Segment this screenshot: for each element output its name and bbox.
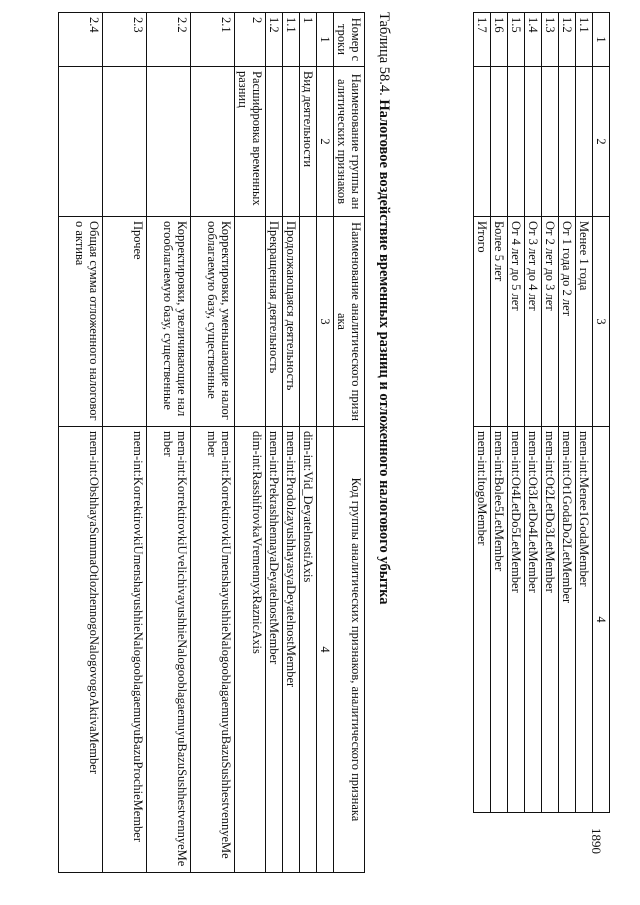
table-row xyxy=(474,13,491,813)
attribute-name: От 3 лет до 4 лет xyxy=(525,217,542,427)
attribute-code: mem-int:ItogoMember xyxy=(474,427,491,813)
table-row xyxy=(576,13,593,813)
attribute-name: Итого xyxy=(474,217,491,427)
column-number: 1 xyxy=(317,13,334,67)
attribute-code: mem-int:KorrektirovkiUvelichivayushhieNalogooblagaemuyuBazuSushhestvennyeMember xyxy=(147,427,191,873)
row-number: 2.2 xyxy=(147,13,191,67)
row-number: 2.3 xyxy=(103,13,147,67)
attribute-code: mem-int:ProdolzayushhayasyaDeyatelnostMember xyxy=(283,427,300,873)
attribute-code: mem-int:ObshhayaSummaOtlozhennogoNalogovogoAktivaMember xyxy=(59,427,103,873)
header-attribute-name: Наименование аналитического признака xyxy=(334,217,365,427)
table-row xyxy=(147,13,191,873)
attribute-code: mem-int:Ot4LetDo5LetMember xyxy=(508,427,525,813)
attribute-code: dim-int:RasshifrovkaVremennyxRaznicAxis xyxy=(235,427,266,873)
row-number: 1.2 xyxy=(266,13,283,67)
table-row xyxy=(191,13,235,873)
group-name xyxy=(491,67,508,217)
group-name xyxy=(266,67,283,217)
table-row xyxy=(266,13,283,873)
top-table-header-row xyxy=(593,13,610,813)
group-name xyxy=(576,67,593,217)
attribute-name: Менее 1 года xyxy=(576,217,593,427)
group-name xyxy=(542,67,559,217)
table-row xyxy=(525,13,542,813)
group-name xyxy=(283,67,300,217)
row-number: 1.4 xyxy=(525,13,542,67)
header-attribute-code: Код группы аналитических признаков, аналитического признака xyxy=(334,427,365,873)
row-number: 1.3 xyxy=(542,13,559,67)
row-number: 1.1 xyxy=(576,13,593,67)
table-row xyxy=(300,13,317,873)
table-row xyxy=(559,13,576,813)
row-number: 2.1 xyxy=(191,13,235,67)
attribute-name: Продолжающаяся деятельность xyxy=(283,217,300,427)
attribute-name: Прочее xyxy=(103,217,147,427)
row-number: 1.2 xyxy=(559,13,576,67)
attribute-code: mem-int:Ot3LetDo4LetMember xyxy=(525,427,542,813)
header-cell: 1 xyxy=(593,13,610,67)
column-number: 4 xyxy=(317,427,334,873)
group-name xyxy=(559,67,576,217)
row-number: 1.6 xyxy=(491,13,508,67)
attribute-name: Более 5 лет xyxy=(491,217,508,427)
attribute-code: mem-int:KorrektirovkiUmenshayushhieNalogooblagaemuyuBazuProchieMember xyxy=(103,427,147,873)
table-row xyxy=(103,13,147,873)
column-number: 2 xyxy=(317,67,334,217)
row-number: 2 xyxy=(235,13,266,67)
table-caption xyxy=(375,12,392,605)
attribute-code: mem-int:KorrektirovkiUmenshayushhieNalogooblagaemuyuBazuSushhestvennyeMember xyxy=(191,427,235,873)
column-number: 3 xyxy=(317,217,334,427)
header-cell: 4 xyxy=(593,427,610,813)
row-number: 2.4 xyxy=(59,13,103,67)
rotated-page xyxy=(10,12,610,872)
top-table xyxy=(473,12,610,813)
caption-title: Налоговое воздействие временных разниц и отложенного налогового убытка xyxy=(376,99,392,605)
tax-effect-table xyxy=(58,12,365,873)
group-name xyxy=(474,67,491,217)
header-row xyxy=(334,13,365,873)
group-name: Расшифровка временных разниц xyxy=(235,67,266,217)
row-number: 1.7 xyxy=(474,13,491,67)
group-name xyxy=(147,67,191,217)
table-row xyxy=(508,13,525,813)
group-name xyxy=(508,67,525,217)
header-group-name: Наименование группы аналитических признаков xyxy=(334,67,365,217)
group-name xyxy=(191,67,235,217)
attribute-name: От 4 лет до 5 лет xyxy=(508,217,525,427)
attribute-name: От 1 года до 2 лет xyxy=(559,217,576,427)
attribute-code: mem-int:Ot2LetDo3LetMember xyxy=(542,427,559,813)
table-row xyxy=(235,13,266,873)
attribute-name: Общая сумма отложенного налогового актива xyxy=(59,217,103,427)
attribute-name xyxy=(235,217,266,427)
caption-prefix: Таблица 58.4. xyxy=(376,12,392,96)
group-name xyxy=(103,67,147,217)
attribute-code: mem-int:Bolee5LetMember xyxy=(491,427,508,813)
row-number: 1.1 xyxy=(283,13,300,67)
table-row xyxy=(59,13,103,873)
group-name xyxy=(59,67,103,217)
header-cell: 3 xyxy=(593,217,610,427)
row-number: 1 xyxy=(300,13,317,67)
header-cell: 2 xyxy=(593,67,610,217)
attribute-code: mem-int:Menee1GodaMember xyxy=(576,427,593,813)
table-row xyxy=(283,13,300,873)
page-number: 1890 xyxy=(589,828,604,854)
attribute-code: mem-int:Ot1GodaDo2LetMember xyxy=(559,427,576,813)
attribute-name: Корректировки, увеличивающие налогооблагаемую базу, существенные xyxy=(147,217,191,427)
table-row xyxy=(542,13,559,813)
attribute-code: dim-int:Vid_DeyatelnostiAxis xyxy=(300,427,317,873)
attribute-code: mem-int:PrekrashhennayaDeyatelnostMember xyxy=(266,427,283,873)
header-row-number: Номер строки xyxy=(334,13,365,67)
attribute-name xyxy=(300,217,317,427)
table-row xyxy=(491,13,508,813)
attribute-name: Прекращенная деятельность xyxy=(266,217,283,427)
row-number: 1.5 xyxy=(508,13,525,67)
group-name: Вид деятельности xyxy=(300,67,317,217)
attribute-name: От 2 лет до 3 лет xyxy=(542,217,559,427)
column-number-row xyxy=(317,13,334,873)
group-name xyxy=(525,67,542,217)
attribute-name: Корректировки, уменьшающие налогооблагаемую базу, существенные xyxy=(191,217,235,427)
